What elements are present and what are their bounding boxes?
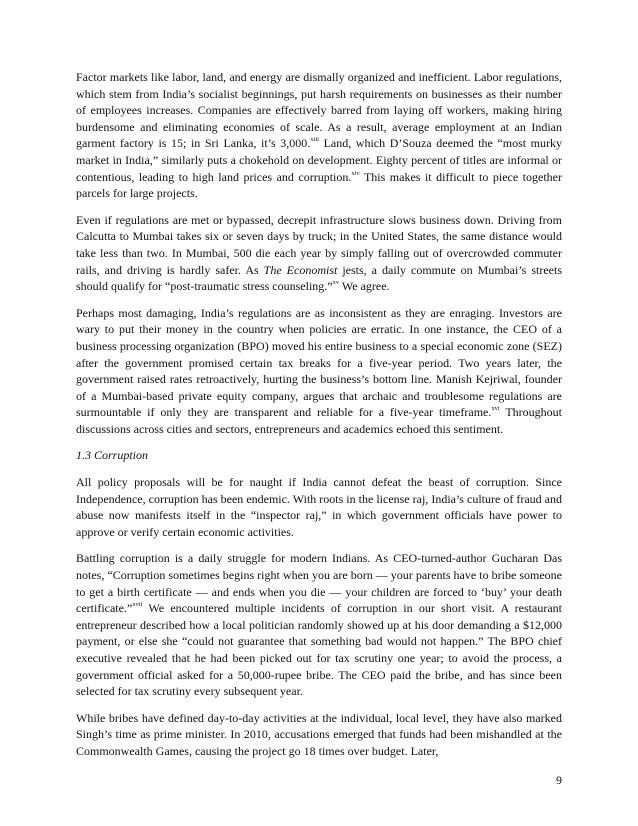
- paragraph-text: While bribes have defined day-to-day activities at the individual, local level, they have also marked Singh’s time as prime minister. In 2010, accusations emerged that funds had been mishandled at the Commonwealth Games, causing the project go 18 times over budget. Later,: [76, 710, 562, 758]
- endnote-marker-xiii[interactable]: xiii: [310, 136, 319, 144]
- paragraph-text: We agree.: [339, 279, 390, 294]
- section-heading: 1.3 Corruption: [76, 448, 149, 463]
- page-body: [76, 69, 562, 770]
- endnote-marker-xv[interactable]: xv: [332, 279, 340, 287]
- paragraph-corruption-intro: [76, 474, 562, 540]
- paragraph-infrastructure: [76, 212, 562, 295]
- paragraph-text: Battling corruption is a daily struggle for modern Indians. As CEO-turned-author Gucharan Das notes, “Corruption sometimes begins right when you are born — your parents have to bribe someone to get a birth certificate — and ends when you die — your children are forced to ‘buy’ your death certificate.”: [76, 551, 562, 616]
- paragraph-text: Factor markets like labor, land, and energy are dismally organized and inefficient. Labor regulations, which stem from India’s socialist beginnings, put harsh requirements on businesses as their number of employees increases. Companies are effectively barred from laying off workers, making hiring burdensome and eliminating economies of scale. As a result, average employment at an Indian garment factory is 15; in Sri Lanka, it’s 3,000.: [76, 70, 562, 151]
- paragraph-battling-corruption: [76, 550, 562, 699]
- paragraph-text: Throughout discussions across cities and sectors, entrepreneurs and academics echoed this sentiment.: [76, 405, 562, 436]
- paragraph-regulations: [76, 305, 562, 438]
- endnote-marker-xiv[interactable]: xiv: [351, 169, 360, 177]
- paragraph-bribes: [76, 710, 562, 760]
- paragraph-text: Even if regulations are met or bypassed, decrepit infrastructure slows business down. Driving from Calcutta to Mumbai takes six or seven days by truck; in the United States, the same distance would take less than two. In Mumbai, 500 die each year by simply falling out of overcrowded commuter rails, and driving is hardly safer. As: [76, 212, 562, 277]
- paragraph-text: Perhaps most damaging, India’s regulations are as inconsistent as they are enraging. Investors are wary to put their money in the country when policies are erratic. In one instance, the CEO of a business processing organization (BPO) moved his entire business to a special economic zone (SEZ) after the government promised certain tax breaks for a five-year period. Two years later, the government raised rates retroactively, hurting the business’s bottom line. Manish Kejriwal, founder of a Mumbai-based private equity company, argues that archaic and troublesome regulations are surmountable if only they are transparent and reliable for a five-year timeframe.: [76, 305, 562, 420]
- paragraph-text: All policy proposals will be for naught if India cannot defeat the beast of corruption. Since Independence, corruption has been endemic. With roots in the license raj, India’s culture of fraud and abuse now manifests itself in the “inspector raj,” in which government officials have power to approve or verify certain economic activities.: [76, 475, 562, 539]
- endnote-marker-xvii[interactable]: xvii: [132, 601, 143, 609]
- paragraph-text: jests, a daily commute on Mumbai’s streets should qualify for “post-traumatic stress counseling.”: [76, 262, 562, 294]
- paragraph-text: This makes it difficult to piece together parcels for large projects.: [76, 169, 562, 201]
- paragraph-text: We encountered multiple incidents of corruption in our short visit. A restaurant entrepreneur described how a local politician randomly showed up at his door demanding a $12,000 payment, or else she “could not guarantee that something bad would not happen.” The BPO chief executive revealed that he had been picked out for tax scrutiny one year; to avoid the process, a government official asked for a 50,000-rupee bribe. The CEO paid the bribe, and has since been selected for tax scrutiny every subsequent year.: [76, 601, 562, 699]
- endnote-marker-xvi[interactable]: xvi: [491, 405, 500, 413]
- paragraph-text: Land, which D’Souza deemed the “most murky market in India,” similarly puts a chokehold on development. Eighty percent of titles are informal or contentious, leading to high land prices and corruption.: [76, 136, 563, 184]
- publication-title: The Economist: [263, 262, 338, 277]
- paragraph-factor-markets: [76, 69, 562, 202]
- page-number: 9: [556, 773, 562, 787]
